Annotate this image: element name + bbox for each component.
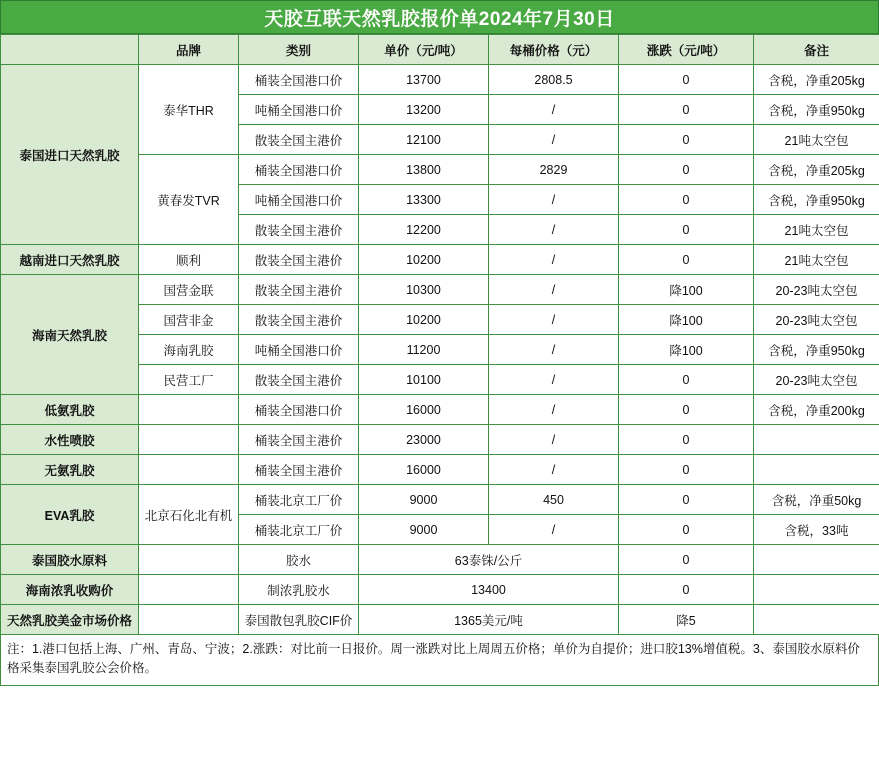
note-cell: 21吨太空包	[754, 215, 879, 245]
brand-cell: 顺利	[139, 245, 239, 275]
price-cell: 23000	[359, 425, 489, 455]
kind-cell: 散装全国主港价	[239, 215, 359, 245]
table-row	[1, 245, 879, 275]
brand-cell	[139, 395, 239, 425]
per-drum-cell: /	[489, 335, 619, 365]
kind-cell: 胶水	[239, 545, 359, 575]
kind-cell: 桶装全国主港价	[239, 425, 359, 455]
kind-cell: 桶装北京工厂价	[239, 485, 359, 515]
per-drum-cell: /	[489, 305, 619, 335]
price-cell: 9000	[359, 485, 489, 515]
column-header-price: 单价（元/吨）	[359, 35, 489, 65]
page-title: 天胶互联天然乳胶报价单2024年7月30日	[264, 8, 615, 30]
kind-cell: 散装全国主港价	[239, 365, 359, 395]
kind-cell: 散装全国主港价	[239, 245, 359, 275]
table-row	[1, 545, 879, 575]
kind-cell: 吨桶全国港口价	[239, 95, 359, 125]
price-cell: 13400	[359, 575, 619, 605]
table-row	[1, 275, 879, 305]
kind-cell: 桶装北京工厂价	[239, 515, 359, 545]
brand-cell: 民营工厂	[139, 365, 239, 395]
kind-cell: 散装全国主港价	[239, 275, 359, 305]
brand-cell: 海南乳胶	[139, 335, 239, 365]
change-cell: 0	[619, 485, 754, 515]
brand-cell	[139, 605, 239, 635]
change-cell: 降100	[619, 335, 754, 365]
brand-cell: 黄春发TVR	[139, 155, 239, 245]
note-cell: 含税，净重950kg	[754, 95, 879, 125]
column-header-category	[1, 35, 139, 65]
change-cell: 降100	[619, 305, 754, 335]
brand-cell: 北京石化北有机	[139, 485, 239, 545]
table-row	[1, 395, 879, 425]
kind-cell: 吨桶全国港口价	[239, 335, 359, 365]
title-bar	[0, 0, 879, 34]
per-drum-cell: 2808.5	[489, 65, 619, 95]
price-cell: 12200	[359, 215, 489, 245]
table-row	[1, 575, 879, 605]
note-cell: 含税，33吨	[754, 515, 879, 545]
brand-cell: 国营非金	[139, 305, 239, 335]
price-cell: 9000	[359, 515, 489, 545]
kind-cell: 桶装全国港口价	[239, 155, 359, 185]
price-cell: 13200	[359, 95, 489, 125]
change-cell: 0	[619, 95, 754, 125]
category-cell: 无氨乳胶	[1, 455, 139, 485]
change-cell: 0	[619, 545, 754, 575]
brand-cell: 泰华THR	[139, 65, 239, 155]
brand-cell	[139, 425, 239, 455]
change-cell: 0	[619, 215, 754, 245]
per-drum-cell: /	[489, 515, 619, 545]
kind-cell: 桶装全国主港价	[239, 455, 359, 485]
change-cell: 0	[619, 425, 754, 455]
column-header-change: 涨跌（元/吨）	[619, 35, 754, 65]
change-cell: 0	[619, 455, 754, 485]
per-drum-cell: /	[489, 455, 619, 485]
brand-cell	[139, 575, 239, 605]
change-cell: 0	[619, 185, 754, 215]
price-cell: 12100	[359, 125, 489, 155]
change-cell: 0	[619, 575, 754, 605]
category-cell: 水性喷胶	[1, 425, 139, 455]
brand-cell	[139, 545, 239, 575]
note-cell: 20-23吨太空包	[754, 275, 879, 305]
note-cell: 含税，净重200kg	[754, 395, 879, 425]
kind-cell: 散装全国主港价	[239, 305, 359, 335]
category-cell: 泰国进口天然乳胶	[1, 65, 139, 245]
price-cell: 10200	[359, 305, 489, 335]
table-header	[1, 35, 879, 65]
column-header-note: 备注	[754, 35, 879, 65]
price-cell: 13300	[359, 185, 489, 215]
price-cell: 13700	[359, 65, 489, 95]
header-row	[1, 35, 879, 65]
category-cell: EVA乳胶	[1, 485, 139, 545]
price-cell: 10300	[359, 275, 489, 305]
per-drum-cell: /	[489, 95, 619, 125]
change-cell: 0	[619, 125, 754, 155]
kind-cell: 制浓乳胶水	[239, 575, 359, 605]
change-cell: 0	[619, 515, 754, 545]
note-cell	[754, 605, 879, 635]
table-row	[1, 485, 879, 515]
change-cell: 0	[619, 245, 754, 275]
table-row	[1, 605, 879, 635]
table-row	[1, 65, 879, 95]
change-cell: 0	[619, 365, 754, 395]
footnote: 注：1.港口包括上海、广州、青岛、宁波；2.涨跌：对比前一日报价。周一涨跌对比上周周五价格；单价为自提价；进口胶13%增值税。3、泰国胶水原料价格采集泰国乳胶公会价格。	[0, 635, 879, 686]
brand-cell: 国营金联	[139, 275, 239, 305]
note-cell: 含税，净重205kg	[754, 65, 879, 95]
kind-cell: 吨桶全国港口价	[239, 185, 359, 215]
kind-cell: 散装全国主港价	[239, 125, 359, 155]
table-body	[1, 65, 879, 635]
column-header-kind: 类别	[239, 35, 359, 65]
brand-cell	[139, 455, 239, 485]
category-cell: 泰国胶水原料	[1, 545, 139, 575]
note-cell	[754, 545, 879, 575]
price-cell: 63泰铢/公斤	[359, 545, 619, 575]
per-drum-cell: 450	[489, 485, 619, 515]
note-cell: 含税，净重205kg	[754, 155, 879, 185]
kind-cell: 桶装全国港口价	[239, 395, 359, 425]
price-cell: 10100	[359, 365, 489, 395]
change-cell: 0	[619, 395, 754, 425]
category-cell: 越南进口天然乳胶	[1, 245, 139, 275]
per-drum-cell: /	[489, 395, 619, 425]
table-row	[1, 455, 879, 485]
per-drum-cell: /	[489, 215, 619, 245]
note-cell: 含税，净重950kg	[754, 185, 879, 215]
price-cell: 1365美元/吨	[359, 605, 619, 635]
category-cell: 低氨乳胶	[1, 395, 139, 425]
change-cell: 降100	[619, 275, 754, 305]
note-cell	[754, 575, 879, 605]
note-cell: 21吨太空包	[754, 125, 879, 155]
price-cell: 11200	[359, 335, 489, 365]
price-cell: 16000	[359, 455, 489, 485]
note-cell	[754, 455, 879, 485]
per-drum-cell: /	[489, 365, 619, 395]
category-cell: 天然乳胶美金市场价格	[1, 605, 139, 635]
note-cell: 20-23吨太空包	[754, 305, 879, 335]
per-drum-cell: /	[489, 245, 619, 275]
price-cell: 10200	[359, 245, 489, 275]
per-drum-cell: /	[489, 185, 619, 215]
kind-cell: 泰国散包乳胶CIF价	[239, 605, 359, 635]
change-cell: 0	[619, 65, 754, 95]
table-row	[1, 425, 879, 455]
quote-table	[0, 34, 879, 635]
change-cell: 0	[619, 155, 754, 185]
price-cell: 16000	[359, 395, 489, 425]
per-drum-cell: /	[489, 425, 619, 455]
kind-cell: 桶装全国港口价	[239, 65, 359, 95]
change-cell: 降5	[619, 605, 754, 635]
category-cell: 海南天然乳胶	[1, 275, 139, 395]
note-cell: 含税，净重950kg	[754, 335, 879, 365]
category-cell: 海南浓乳收购价	[1, 575, 139, 605]
per-drum-cell: 2829	[489, 155, 619, 185]
column-header-per-drum: 每桶价格（元）	[489, 35, 619, 65]
note-cell: 20-23吨太空包	[754, 365, 879, 395]
per-drum-cell: /	[489, 275, 619, 305]
per-drum-cell: /	[489, 125, 619, 155]
price-cell: 13800	[359, 155, 489, 185]
note-cell	[754, 425, 879, 455]
note-cell: 21吨太空包	[754, 245, 879, 275]
column-header-brand: 品牌	[139, 35, 239, 65]
note-cell: 含税，净重50kg	[754, 485, 879, 515]
